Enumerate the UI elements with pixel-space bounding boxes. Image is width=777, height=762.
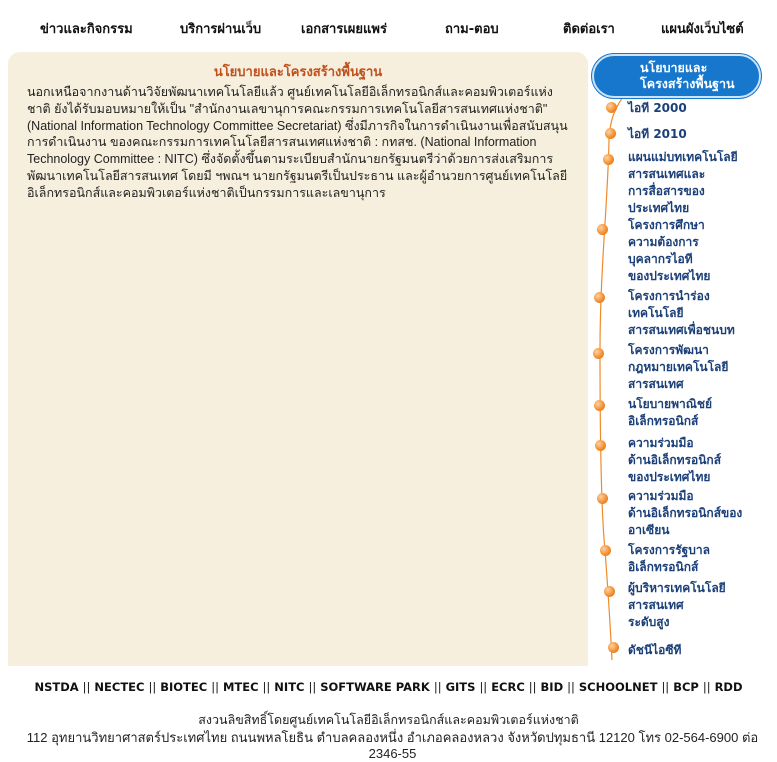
timeline-dot-icon [595,440,606,451]
nav-news-activities[interactable]: ข่าวและกิจกรรม [40,22,133,37]
sidebar-item-ict-masterplan[interactable]: แผนแม่บทเทคโนโลยี สารสนเทศและ การสื่อสารของ ประเทศไทย [628,150,738,215]
footer-separator: || [567,680,575,694]
nav-publications[interactable]: เอกสารเผยแพร่ [301,22,387,37]
footer-separator: || [82,680,91,694]
timeline-dot-icon [604,586,615,597]
timeline-dot-icon [606,102,617,113]
top-navigation [0,0,777,50]
sidebar-item-e-government[interactable]: โครงการรัฐบาล อิเล็กทรอนิกส์ [628,543,711,574]
timeline-dot-icon [597,493,608,504]
footer-link-nectec[interactable]: NECTEC [94,680,145,694]
timeline-dot-icon [600,545,611,556]
page-body-text: นอกเหนือจากงานด้านวิจัยพัฒนาเทคโนโลยีแล้ว ศูนย์เทคโนโลยีอิเล็กทรอนิกส์และคอมพิวเตอร์แห่งชาติ ยังได้รับมอบหมายให้เป็น "สำนักงานเลขานุการคณะกรรมการเทคโนโลยีสารสนเทศแห่งชาติ" (National Information Technology Committee Secretariat) ซึ่งมีภารกิจในการดำเนินงานเพื่อสนับสนุนการดำเนินงาน ของคณะกรรมการเทคโนโลยีสารสนเทศแห่งชาติ : กทสช. (National Information Technology Committee : NITC) ซึ่งจัดตั้งขึ้นตามระเบียบสำนักนายกรัฐมนตรีว่าด้วยการส่งเสริมการพัฒนาเทคโนโลยีสารสนเทศ โดยมี ฯพณฯ นายกรัฐมนตรีเป็นประธาน และผู้อำนวยการศูนย์เทคโนโลยีอิเล็กทรอนิกส์และคอมพิวเตอร์แห่งชาติเป็นกรรมการและเลขานุการ [27,85,568,200]
sidebar-item-asean-e-cooperation[interactable]: ความร่วมมือ ด้านอิเล็กทรอนิกส์ของ อาเซียน [628,489,743,537]
timeline-dot-icon [605,128,616,139]
footer-link-nstda[interactable]: NSTDA [34,680,79,694]
timeline-dot-icon [594,400,605,411]
footer-separator: || [262,680,271,694]
nav-web-services[interactable]: บริการผ่านเว็บ [180,22,262,37]
footer-separator: || [528,680,537,694]
footer-link-rdd[interactable]: RDD [714,680,743,694]
sidebar-item-it2000[interactable]: ไอที 2000 [628,101,687,115]
sidebar-item-rural-it-pilot[interactable]: โครงการนำร่อง เทคโนโลยี สารสนเทศเพื่อชนบท [628,289,735,337]
footer-separator: || [661,680,670,694]
nav-faq[interactable]: ถาม-ตอบ [445,22,499,37]
sidebar [588,50,777,670]
timeline-dot-icon [597,224,608,235]
sidebar-item-it-manpower-study[interactable]: โครงการศึกษา ความต้องการ บุคลากรไอที ของประเทศไทย [628,218,711,283]
footer-separator: || [308,680,317,694]
footer-link-mtec[interactable]: MTEC [222,680,259,694]
nav-sitemap[interactable]: แผนผังเว็บไซต์ [661,22,744,37]
sidebar-item-thai-e-cooperation[interactable]: ความร่วมมือ ด้านอิเล็กทรอนิกส์ ของประเทศไทย [628,436,722,484]
sidebar-item-ecommerce-policy[interactable]: นโยบายพาณิชย์ อิเล็กทรอนิกส์ [628,397,713,428]
footer-separator: || [479,680,488,694]
footer-link-software-park[interactable]: SOFTWARE PARK [320,680,430,694]
footer-separator: || [211,680,219,694]
timeline-dot-icon [603,154,614,165]
footer-link-bcp[interactable]: BCP [673,680,699,694]
footer-link-nitc[interactable]: NITC [274,680,305,694]
timeline-dot-icon [593,348,604,359]
content-panel [8,52,588,666]
footer-address: 112 อุทยานวิทยาศาสตร์ประเทศไทย ถนนพหลโยธิน ตำบลคลองหนึ่ง อำเภอคลองหลวง จังหวัดปทุมธานี 12120 โทร 02-564-6900 ต่อ 2346-55 [26,730,759,761]
footer-links [0,680,777,694]
footer-copyright: สงวนลิขสิทธิ์โดยศูนย์เทคโนโลยีอิเล็กทรอนิกส์และคอมพิวเตอร์แห่งชาติ [198,713,579,727]
sidebar-header-label: นโยบายและ โครงสร้างพื้นฐาน [640,60,735,91]
footer-separator: || [433,680,442,694]
timeline-dot-icon [594,292,605,303]
sidebar-item-it2010[interactable]: ไอที 2010 [628,127,687,141]
footer-separator: || [148,680,157,694]
sidebar-item-ict-index[interactable]: ดัชนีไอซีที [628,643,682,657]
nav-contact[interactable]: ติดต่อเรา [563,22,615,37]
footer-link-gits[interactable]: GITS [445,680,476,694]
footer-link-biotec[interactable]: BIOTEC [160,680,208,694]
page-title: นโยบายและโครงสร้างพื้นฐาน [213,65,383,80]
sidebar-active-section[interactable] [592,54,761,98]
footer-link-bid[interactable]: BID [540,680,564,694]
sidebar-item-it-law[interactable]: โครงการพัฒนา กฎหมายเทคโนโลยี สารสนเทศ [628,343,729,391]
footer-link-schoolnet[interactable]: SCHOOLNET [578,680,658,694]
footer-separator: || [702,680,711,694]
timeline-dot-icon [608,642,619,653]
sidebar-item-cio[interactable]: ผู้บริหารเทคโนโลยี สารสนเทศ ระดับสูง [628,581,726,629]
footer-link-ecrc[interactable]: ECRC [491,680,525,694]
